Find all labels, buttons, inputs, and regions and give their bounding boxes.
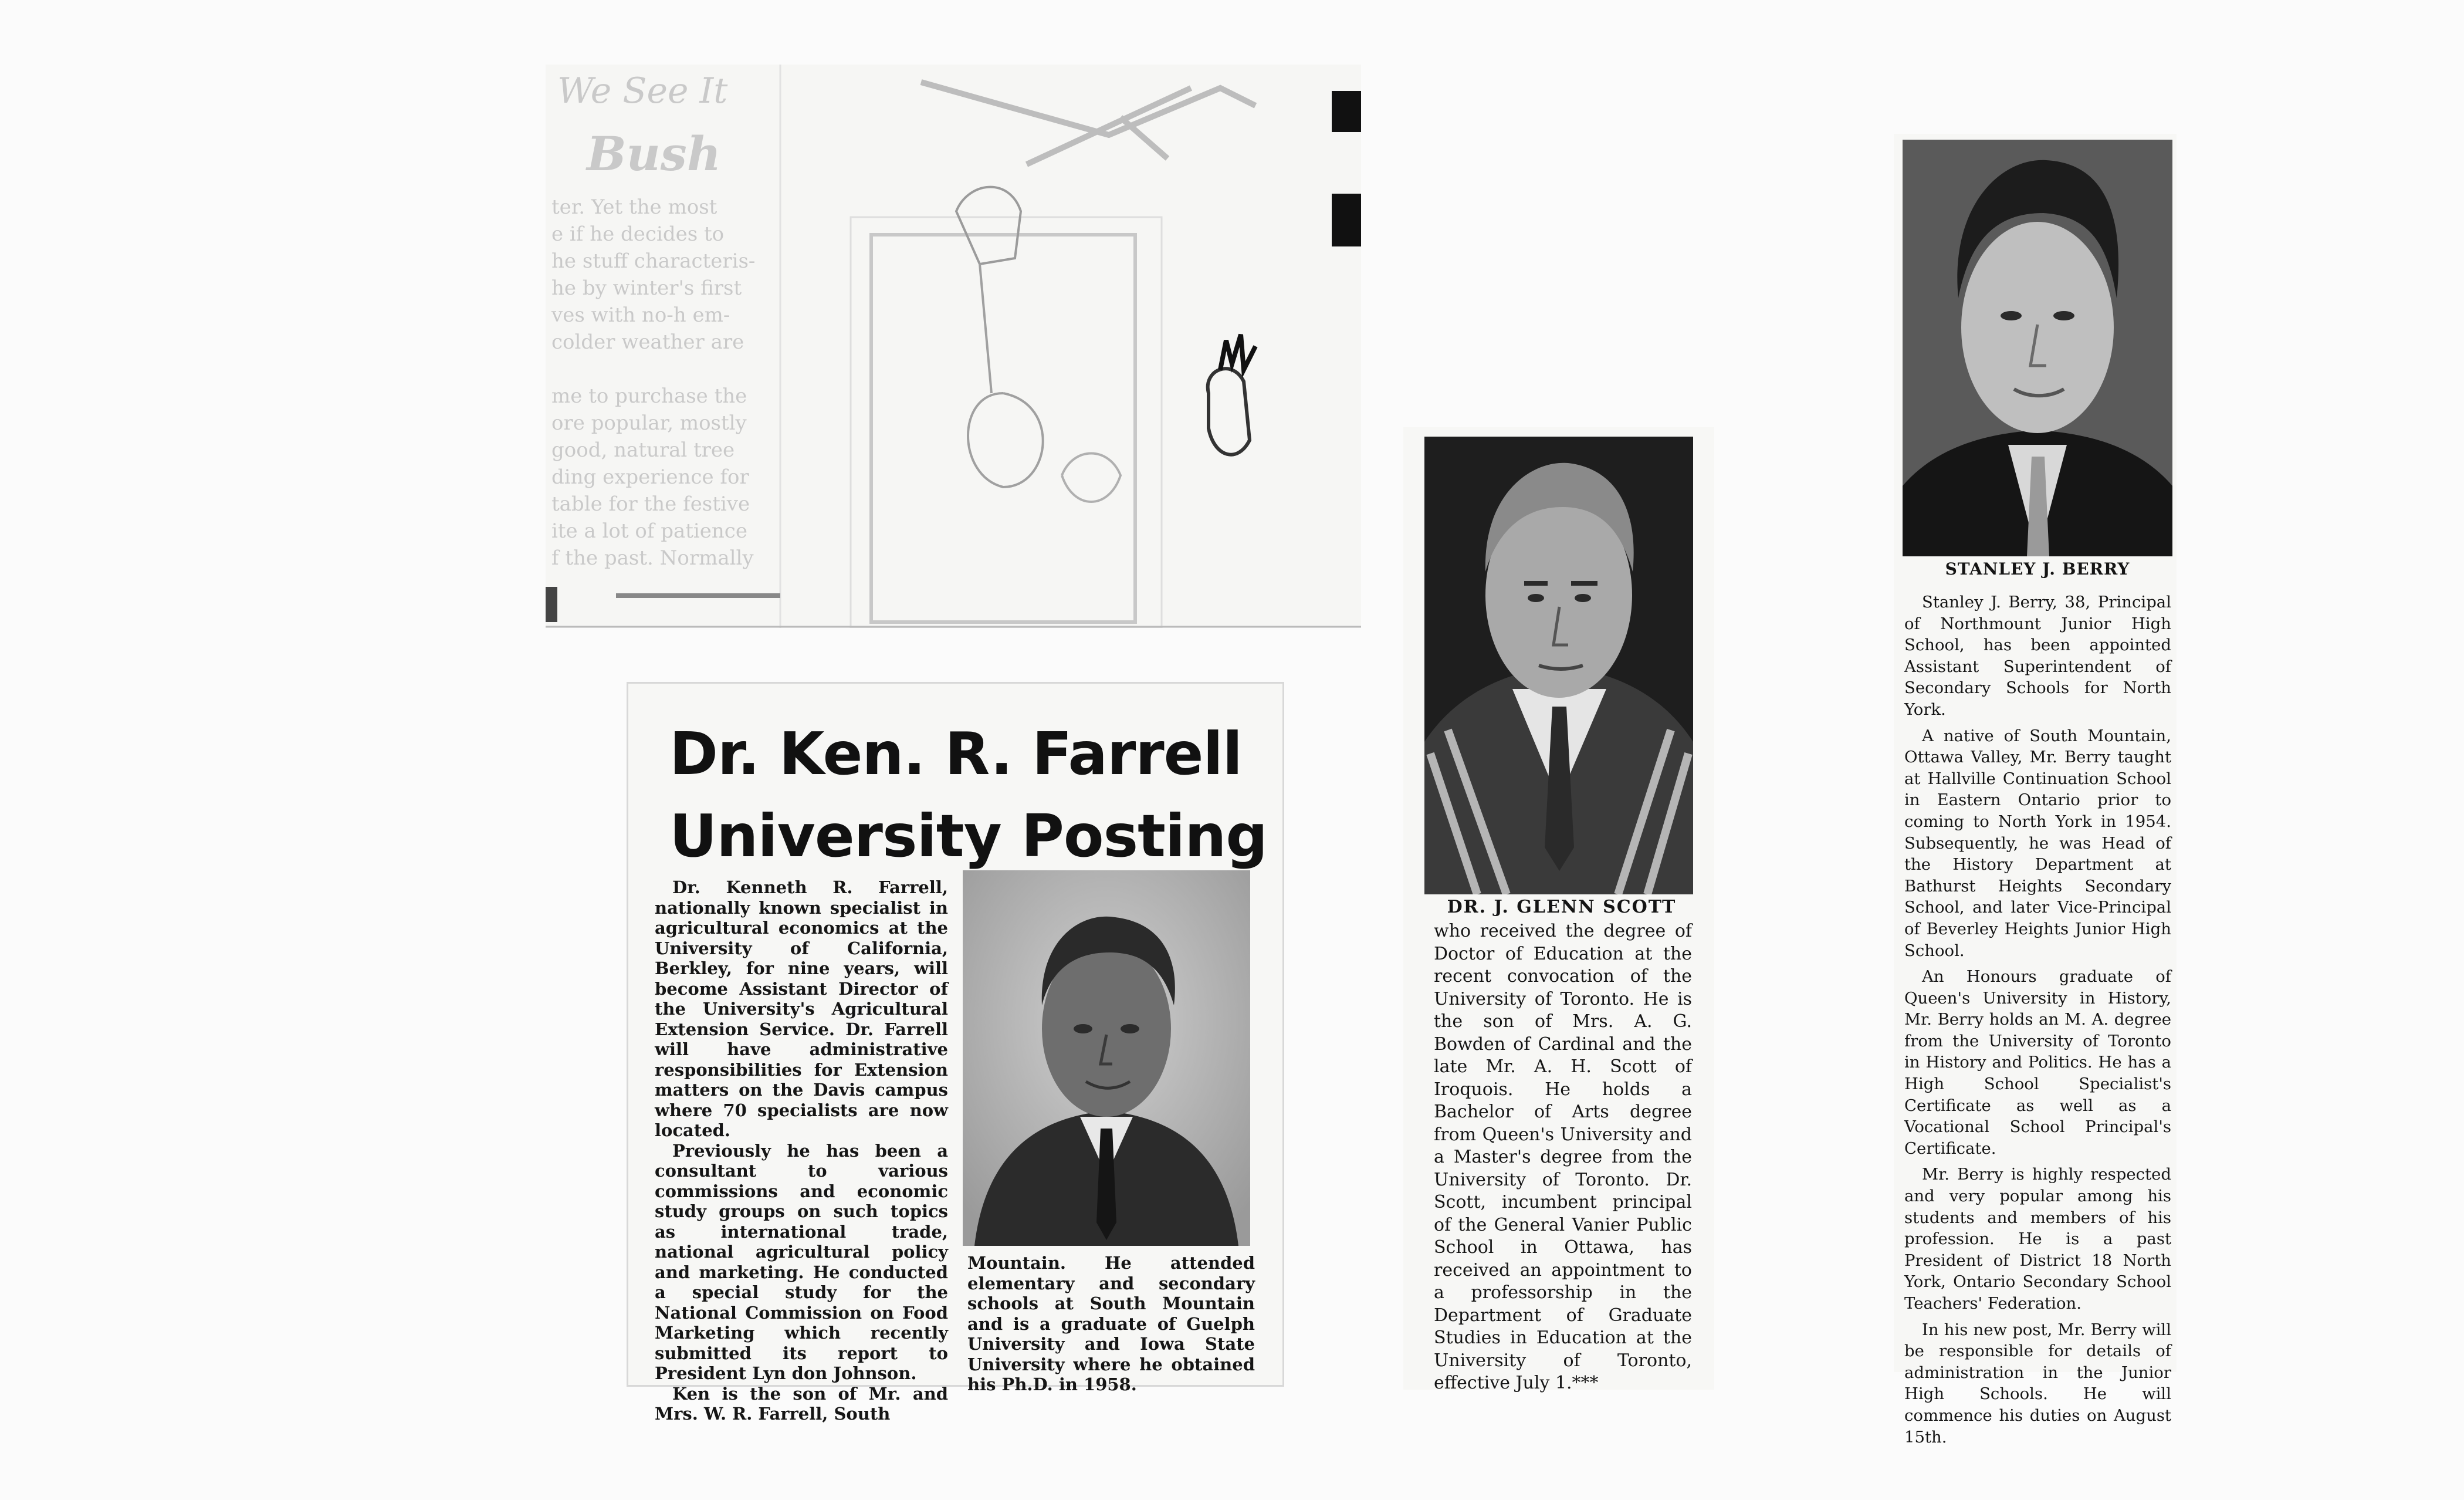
- scott-caption-body: who received the degree of Doctor of Education at the recent convocation of the University of Toronto. He is the son of Mrs. A. G. Bowden of Cardinal and the late Mr. A. H. Scott of Iroquois. He holds a Bachelor of Arts degree from Queen's University and a Master's degree from the University of Toronto. Dr. Scott, incumbent principal of the General Vanier Public School in Ottawa, has received an appointment to a professorship in the Department of Graduate Studies in Education at the University of Toronto, effective July 1.***: [1434, 921, 1692, 1393]
- faded-line: me to purchase the: [551, 384, 747, 408]
- berry-caption-name: STANLEY J. BERRY: [1945, 559, 2130, 579]
- farrell-article-column: [655, 877, 948, 1424]
- berry-paragraph: Mr. Berry is highly respected and very popular among his students and members of his profession. He is a past President of District 18 North York, Ontario Secondary School Teachers' Federation.: [1904, 1165, 2171, 1313]
- faded-line: ves with no-h em-: [551, 303, 730, 327]
- faded-line: he by winter's first: [551, 276, 742, 300]
- berry-caption-body: [1904, 592, 2171, 1452]
- faded-line: ite a lot of patience: [551, 519, 747, 543]
- berry-portrait-photo: [1903, 140, 2172, 556]
- farrell-paragraph: Ken is the son of Mr. and Mrs. W. R. Farrell, South: [655, 1383, 948, 1424]
- farrell-paragraph: Previously he has been a consultant to various commissions and economic study groups on such topics as international trade, national agricultural policy and marketing. He conducted a special study for the National Commission on Food Marketing which recently submitted its report to President Lyn don Johnson.: [655, 1140, 948, 1383]
- faded-line: colder weather are: [551, 330, 744, 354]
- faded-line: e if he decides to: [551, 222, 725, 246]
- berry-clipping: [1894, 134, 2177, 1447]
- berry-paragraph: An Honours graduate of Queen's University in History, Mr. Berry holds an M. A. degree from the University of Toronto in History and Politics. He has a High School Specialist's Certificate as well as a Vocational School Principal's Certificate.: [1904, 967, 2171, 1158]
- faded-line: good, natural tree: [551, 438, 735, 462]
- faded-line: he stuff characteris-: [551, 249, 756, 273]
- farrell-headline-line: Dr. Ken. R. Farrell: [669, 719, 1243, 788]
- berry-paragraph: A native of South Mountain, Ottawa Valley, Mr. Berry taught at Hallville Continuation School in Eastern Ontario prior to coming to North York in 1954. Subsequently, he was Head of the History Department at Bathurst Heights Secondary School, and later Vice-Principal of Beverley Heights Junior High School.: [1904, 726, 2171, 960]
- farrell-headline: [669, 713, 1267, 877]
- farrell-portrait-photo: [963, 870, 1250, 1246]
- farrell-headline-line: University Posting: [669, 802, 1267, 870]
- faded-line: ter. Yet the most: [551, 195, 717, 219]
- faded-line: ding experience for: [551, 465, 749, 489]
- berry-paragraph: Stanley J. Berry, 38, Principal of Northmount Junior High School, has been appointed Assistant Superintendent of Secondary Schools for North York.: [1904, 593, 2171, 719]
- faded-line: ore popular, mostly: [551, 411, 747, 435]
- faded-line: table for the festive: [551, 492, 750, 516]
- farrell-article-continuation: Mountain. He attended elementary and secondary schools at South Mountain and is a graduate of Guelph University and Iowa State University where he obtained his Ph.D. in 1958.: [967, 1253, 1255, 1394]
- cartoon-drawing: [546, 65, 1361, 628]
- farrell-clipping: [627, 682, 1284, 1424]
- berry-paragraph: In his new post, Mr. Berry will be responsible for details of administration in the Junior High Schools. He will commence his duties on August 15th.: [1904, 1320, 2171, 1447]
- cartoon-clipping: [546, 65, 1361, 628]
- scott-caption-name: DR. J. GLENN SCOTT: [1447, 897, 1677, 917]
- faded-title-text: Bush: [587, 126, 721, 181]
- faded-line: f the past. Normally: [551, 546, 754, 570]
- farrell-paragraph: Dr. Kenneth R. Farrell, nationally known specialist in agricultural economics at the University of California, Berkley, for nine years, will become Assistant Director of the University's Agricultural Extension Service. Dr. Farrell will have administrative responsibilities for Extension matters on the Davis campus where 70 specialists are now located.: [655, 877, 948, 1140]
- faded-header-text: We See It: [557, 70, 728, 112]
- scott-portrait-photo: [1424, 437, 1693, 894]
- scott-clipping: [1403, 427, 1714, 1393]
